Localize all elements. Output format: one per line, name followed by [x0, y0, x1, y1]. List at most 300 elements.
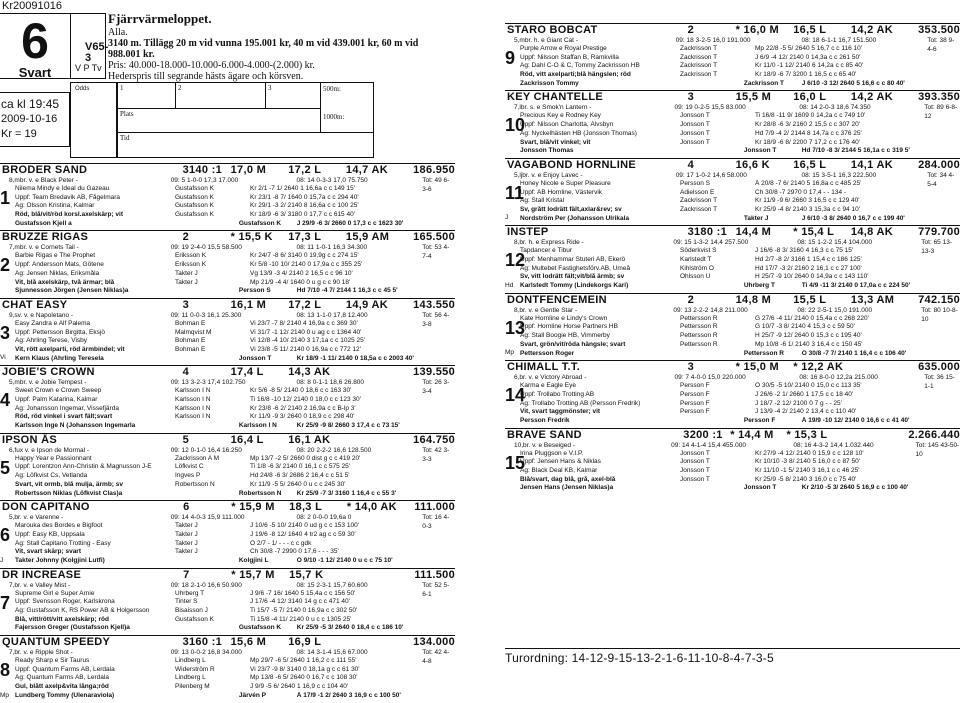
detail-driver: Takter J	[175, 530, 198, 538]
horse-stats-total: Tot: 42 4-4-8	[422, 649, 450, 666]
horse-record-3: 14,9 AK	[345, 298, 388, 311]
horse-record-3	[346, 366, 413, 378]
detail-driver: Persson F	[743, 416, 776, 424]
horse-entry	[0, 635, 455, 700]
horse-stats-09: 09: 19 0-2-5 15,5 83.000	[674, 104, 746, 112]
horse-stats-09: 09: 13 0-0-2 16,8 34.000	[170, 649, 242, 657]
detail-driver: Kihlström Ö	[680, 264, 714, 272]
pre-label: J	[0, 556, 4, 564]
horse-entry	[505, 225, 960, 290]
detail-result: Kr 25/9 -9 8/ 2660 3 17,4 c c 73 15'	[296, 422, 400, 430]
right-column	[505, 23, 960, 495]
post-position: 3	[0, 322, 11, 343]
horse-detail-line	[520, 450, 960, 459]
horse-detail-line	[520, 408, 960, 417]
detail-driver: Takter J	[175, 539, 198, 547]
detail-text: Röd, vitt axelparti;blå hängslen; röd	[520, 71, 631, 79]
horse-record-3: 14,2 AK	[850, 91, 893, 104]
horse-earnings: 139.550	[413, 366, 456, 379]
horse-stats-total: Tot: 16 4-0-3	[422, 514, 450, 531]
detail-driver: Pettersson R	[680, 314, 718, 322]
horse-detail-line	[520, 62, 960, 71]
horse-detail-line	[520, 391, 960, 400]
grid-plats: Plats	[120, 110, 134, 118]
detail-driver: Uhrberg T	[175, 589, 205, 597]
detail-text: Happy Year e Passionnant	[15, 454, 92, 462]
detail-driver: Bohman E	[175, 345, 206, 353]
detail-driver: Pilenberg M	[175, 683, 210, 691]
horse-earnings: 165.500	[413, 231, 456, 244]
detail-driver: Gustafsson K	[175, 211, 215, 219]
horse-detail-line	[15, 287, 455, 296]
horse-distance: 5	[182, 433, 190, 446]
detail-result: Kr 2/10 -5 3/ 2640 5 16,9 c c 100 40'	[801, 484, 909, 492]
horse-earnings: 353.500	[918, 24, 960, 36]
horse-record-1: 16,6 K	[735, 158, 770, 171]
detail-result: Kr 5/8 -10 10/ 2140 0 17,9a c c 355 25'	[250, 261, 363, 269]
race-date: 2009-10-16	[1, 113, 58, 125]
start-order: Turordning: 14-12-9-15-13-2-1-6-11-10-8-4-7-3-5	[505, 648, 960, 664]
detail-result: H 25/7 -9 10/ 2640 0 14,9a c c 143 110'	[755, 273, 869, 281]
horse-record-2: * 15,3 L	[786, 428, 828, 441]
horse-stats-08: 08: 22 2-5-1 15,0 191.000	[797, 306, 873, 314]
horse-record-1: * 14,4 M	[730, 428, 774, 441]
horse-distance: 2	[182, 231, 190, 244]
race-line: 3140 m. Tillägg 20 m vid vunna 195.001 kr, 40 m vid 439.001 kr, 60 m vid	[108, 38, 419, 49]
detail-text: Fajersson Greger (Gustafsson Kjell)a	[15, 624, 130, 632]
horse-stats-09: 09: 14 4-1-4 15,4 455.000	[671, 441, 746, 449]
detail-driver: Karlsson I N	[175, 413, 211, 421]
detail-text: Uppf: Quantum Farms AB, Lerdala	[15, 665, 115, 673]
detail-driver: Ohlsson U	[680, 273, 711, 281]
detail-driver: Järvén P	[238, 691, 266, 699]
detail-driver: Persson F	[680, 399, 710, 407]
detail-driver: Zackrisson T	[680, 62, 718, 70]
horse-record-3: 14,1 AK	[850, 158, 893, 171]
horse-record-2: 17,3 L	[288, 231, 322, 244]
horse-name: DON CAPITANO	[2, 501, 90, 514]
post-position: 15	[505, 452, 526, 473]
horse-record-1: 14,8 M	[735, 293, 772, 306]
detail-text: Svart, grön/vit/röda hängsle; svart	[520, 340, 626, 348]
detail-result: Ö 30/8 -7 7/ 2140 1 16,4 c c 106 40'	[801, 349, 907, 357]
horse-entry	[0, 163, 455, 228]
detail-driver: Malmqvist M	[175, 328, 212, 336]
detail-driver: Eriksson K	[175, 252, 207, 260]
horse-name: DONTFENCEMEIN	[507, 293, 607, 306]
detail-text: Uppf: Svensson Roger, Karlskrona	[15, 598, 115, 606]
horse-detail-line	[520, 400, 960, 409]
detail-result: Hd 2/7 -8 2/ 3166 1 15,4 c c 186 125'	[755, 256, 862, 263]
horse-earnings: 186.950	[413, 164, 456, 176]
detail-driver: Gustafsson K	[175, 185, 215, 192]
detail-result: Mp 10/8 -6 1/ 2140 3 16,4 c c 150 45'	[755, 340, 863, 348]
detail-driver: Bohman E	[175, 319, 206, 327]
detail-result: J 10/6 -5 10/ 2140 0 ud g c c 153 100'	[250, 522, 359, 530]
horse-detail-line	[520, 282, 960, 291]
detail-result: Kr 11/0 -1 12/ 2140 6 14,2a c c 85 40'	[755, 62, 864, 70]
horse-stats-total: Tot: 34 4-5-4	[927, 171, 955, 188]
post-position: 1	[0, 188, 11, 208]
horse-record-1: 17,0 M	[230, 164, 267, 176]
detail-result: J 17/6 -4 12/ 3140 14 g c c 471 40'	[250, 598, 350, 606]
horse-name: STARO BOBCAT	[507, 24, 598, 36]
race-line: 988.001 kr.	[108, 49, 155, 60]
detail-text: Honey Nicole e Super Pleasure	[520, 179, 611, 187]
horse-detail-line	[15, 463, 455, 472]
horse-stats-09: 09: 18 2-1-0 16,6 50.900	[170, 581, 242, 589]
grid-1000m: 1000m:	[323, 113, 345, 121]
horse-detail-line	[15, 607, 455, 616]
horse-record-2: 18,3 L	[289, 501, 323, 514]
detail-result: Kr 18/9 -6 3/ 3180 0 17,7 c c 615 40'	[250, 211, 355, 219]
horse-detail-line	[15, 598, 455, 607]
horse-earnings: 164.750	[413, 433, 456, 446]
horse-earnings: 111.000	[414, 501, 456, 514]
horse-stats-total: Tot: 49 6-3-6	[422, 177, 450, 193]
horse-detail-line	[520, 350, 960, 359]
horse-entry	[0, 500, 455, 565]
horse-detail-line	[520, 273, 960, 282]
detail-text: Uppf: Nilsson Staffan B, Ramkvilla	[520, 53, 619, 61]
horse-earnings: 111.500	[414, 568, 456, 581]
horse-detail-line	[15, 455, 455, 464]
horse-detail-line	[15, 261, 455, 270]
detail-result: Hd 17/7 -3 2/ 2160 2 16,1 c c 27 100'	[755, 264, 862, 272]
detail-driver: Jonsson T	[743, 484, 777, 492]
detail-text: Svart, blå/vit vinkel; vit	[520, 138, 591, 146]
grid-tid: Tid	[120, 134, 130, 142]
detail-result: J 9/9 -5 6/ 2640 1 16,9 c c 104 40'	[250, 683, 349, 691]
detail-result: Ti 4/9 -11 3/ 2140 0 17,0a c c 224 50'	[801, 282, 911, 290]
horse-entry	[0, 230, 455, 295]
detail-result: Ö 2/7 - 1/ - - - c c gdk	[250, 539, 312, 547]
race-info	[108, 12, 418, 82]
horse-stats-09: 09: 11 0-0-3 16,1 25.300	[170, 311, 242, 319]
detail-driver: Jonsson T	[680, 475, 710, 483]
post-position: 6	[0, 525, 11, 546]
detail-text: Äg: Trollabo Trotting AB (Persson Fredrik)	[520, 399, 641, 407]
horse-record-2: * 12,2 AK	[793, 361, 844, 374]
detail-result: J 19/6 -8 12/ 1640 4 tr2 ag c c 59 30'	[250, 530, 356, 538]
game-label: V65-3	[85, 41, 109, 64]
horse-stats-08: 08: 14 0-3-3 17,0 75.750	[296, 177, 368, 184]
detail-driver: Zackrisson T	[680, 197, 718, 205]
horse-distance: 2	[687, 24, 695, 36]
horse-stats-09: 09: 13 2-2-2 14,8 211.000	[673, 306, 748, 314]
horse-detail-line	[15, 329, 455, 338]
detail-driver: Karlsson I N	[175, 396, 211, 403]
horse-stats-total: Tot: 52 5-6-1	[422, 581, 450, 598]
detail-driver: Zackrisson T	[680, 205, 718, 213]
detail-text: Supreme Girl e Super Arnie	[15, 589, 95, 597]
horse-earnings: 284.000	[918, 158, 960, 171]
horse-stats-09: 09: 14 4-0-3 15,9 111.000	[170, 514, 245, 522]
horse-breed: 7,br. v. e Valley Mist -	[9, 581, 71, 589]
horse-stats-09: 09: 15 1-3-2 14,4 257.500	[673, 239, 749, 247]
horse-detail-line	[520, 341, 960, 350]
horse-earnings: 393.350	[918, 91, 960, 104]
detail-text: Lundberg Tommy (Ulenaraviola)	[15, 691, 115, 699]
horse-record-1: 16,1 M	[230, 298, 267, 311]
post-position: 5	[0, 457, 11, 478]
detail-result: J 6/10 -3 8/ 2640 0 16,7 c c 199 40'	[801, 214, 905, 222]
detail-driver: Jonsson T	[238, 354, 272, 362]
detail-result: Ti 16/8 -10 12/ 2140 0 18,0 c c 123 30'	[250, 396, 361, 403]
horse-distance: 3	[687, 91, 695, 104]
detail-driver: Pettersson R	[743, 349, 784, 357]
horse-detail-line	[520, 206, 960, 215]
horse-earnings: 143.550	[413, 298, 456, 311]
horse-detail-line	[15, 413, 455, 422]
horse-detail-line	[15, 472, 455, 481]
pre-label: Mp	[0, 691, 10, 699]
post-position: 10	[505, 115, 526, 136]
detail-result: Kr 25/9 -7 3/ 3160 1 16,4 c c 55 3'	[296, 489, 397, 497]
detail-result: Mp 13/8 -6 5/ 2640 0 16,7 c c 108 30'	[250, 674, 358, 682]
horse-name: INSTEP	[507, 226, 549, 239]
horse-stats-09: 09: 17 1-0-2 14,6 58.000	[675, 171, 747, 179]
horse-record-1: * 15,0 M	[735, 361, 779, 374]
detail-text: Äg: Quantum Farms AB, Lerdala	[15, 674, 109, 682]
post-position: 9	[505, 48, 516, 68]
detail-result: Kr 23/1 -8 7/ 1640 0 15,7a c c 294 40'	[250, 193, 359, 201]
detail-text: Zackrisson Tommy	[520, 79, 579, 87]
race-meta	[0, 92, 70, 147]
detail-text: Tapdancer e Tibur	[520, 247, 573, 255]
horse-detail-line	[15, 548, 455, 557]
detail-driver: Löfkvist C	[175, 463, 204, 471]
detail-result: Å 20/8 -7 6/ 2140 5 16,8a c c 485 25'	[755, 179, 862, 187]
detail-text: Vit, blå axelskärp, två ärmar; blå	[15, 278, 115, 286]
detail-text: Marouka des Bordes e Bigfoot	[15, 522, 103, 530]
detail-text: Uppf: Trollabo Trotting AB	[520, 390, 595, 398]
horse-record-2: 16,0 L	[793, 91, 827, 104]
detail-result: Hd 7/10 -8 3/ 2144 5 16,1a c c 319 5'	[801, 147, 910, 155]
horse-breed: 8,br. v. e Gentle Star -	[514, 306, 578, 314]
horse-record-2: * 15,4 L	[793, 226, 835, 239]
horse-stats-08: 08: 20 2-2-2 16,6 128.500	[296, 446, 372, 454]
detail-result: Kr 18/9 -6 8/ 2200 7 17,2 c c 176 40'	[755, 138, 860, 146]
detail-driver: Zackrisson T	[680, 71, 718, 79]
detail-result: Vi 12/8 -4 10/ 2140 3 17,1a c c 1025 25'	[250, 337, 365, 345]
detail-text: Äg: Dahl C-O & C, Tommy Zackrisson HB	[520, 62, 640, 70]
horse-record-1: 15,5 M	[735, 91, 772, 104]
horse-earnings: 635.000	[918, 361, 960, 374]
detail-text: Svart, vit ormb, blå mulja, ärmb; sv	[15, 480, 124, 488]
detail-result: Kr 5/6 -8 5/ 2140 0 18,6 c c 163 30'	[250, 387, 352, 395]
detail-driver: Pettersson R	[680, 340, 718, 348]
horse-record-2: 17,2 L	[288, 298, 322, 311]
horse-detail-line	[520, 71, 960, 80]
detail-driver: Bohman E	[175, 337, 206, 345]
horse-breed: 8,mbr. v. e Black Peter -	[9, 177, 78, 184]
horse-detail-line	[520, 467, 960, 476]
pre-label: J	[505, 214, 509, 222]
detail-text: Uppf: Palm Katarina, Kalmar	[15, 396, 98, 403]
detail-result: Vi 23/8 -5 11/ 2140 0 16,9a c c 772 12'	[250, 345, 361, 353]
horse-distance: 3180 :1	[687, 226, 728, 239]
horse-stats-total: Tot: 53 4-7-4	[422, 244, 450, 261]
horse-name: BRAVE SAND	[507, 428, 582, 441]
horse-detail-line	[15, 657, 455, 666]
grid-1: 1	[120, 84, 124, 92]
detail-driver: Bisaisson J	[175, 607, 208, 614]
detail-text: Sv, vitt lodrätt fält;vit/blå ärmb; sv	[520, 273, 625, 281]
horse-detail-line	[15, 692, 455, 701]
horse-breed: 8,br. h. e Express Ride -	[514, 239, 584, 247]
detail-driver: Jonsson T	[680, 467, 710, 474]
horse-record-3: * 14,0 AK	[346, 501, 397, 514]
horse-breed: 5,br. v. e Varenne -	[9, 514, 64, 522]
detail-text: Röd, röd vinkel i svart fält;svart	[15, 413, 113, 421]
horse-stats-total: Tot: 80 10-8-10	[921, 306, 958, 323]
detail-text: Äg: Johansson Ingemar, Vissefjärda	[15, 404, 119, 412]
horse-stats-09: 09: 19 2-4-0 15,5 58.500	[170, 244, 242, 252]
detail-text: Äg: Multebet Fastighetsförv.AB, Umeå	[520, 264, 631, 272]
horse-earnings: 779.700	[918, 226, 960, 239]
detail-result: J 26/6 -2 1/ 2660 1 17,5 c c 18 40'	[755, 390, 854, 398]
horse-name: CHIMALL T.T.	[507, 361, 581, 374]
detail-driver: Karlsson I N	[175, 404, 211, 412]
detail-result: Kr 23/8 -6 2/ 2140 2 16,9a c c B-lp 3'	[250, 404, 356, 412]
horse-earnings: 134.000	[413, 636, 456, 649]
horse-earnings: 2.266.440	[908, 428, 960, 441]
horse-stats-08: 08: 16 8-0-0 12,2a 215.000	[799, 374, 878, 382]
horse-detail-line	[520, 484, 960, 493]
detail-result: Å 17/9 -1 2/ 2640 3 16,9 c c 100 50'	[296, 691, 401, 699]
detail-text: Sv, grått lodrätt fält,axlar&rev; sv	[520, 205, 622, 213]
detail-driver: Takter J	[743, 214, 769, 222]
track-code: Kr = 19	[1, 128, 37, 140]
detail-result: Kr 10/10 -3 8/ 2140 5 16,0 c c 87 50'	[755, 458, 860, 466]
horse-stats-09: 09: 13 3-2-3 17,4 102.750	[170, 379, 246, 387]
horse-record-1: * 15,7 M	[231, 568, 275, 581]
horse-record-1: 14,4 M	[735, 226, 772, 239]
detail-text: Jensen Hans (Jensen Niklas)a	[520, 484, 614, 492]
horse-detail-line	[520, 315, 960, 324]
detail-driver: Persson F	[680, 382, 710, 390]
race-title: Fjärrvärmeloppet.	[108, 11, 212, 26]
horse-stats-total: Tot: 65 13-13-3	[921, 239, 952, 256]
grid-2: 2	[178, 84, 182, 92]
horse-name: IPSON ÅS	[2, 433, 57, 446]
detail-text: Kate Hornline e Lindy's Crown	[520, 314, 608, 322]
detail-text: Äg: Jensen Niklas, Eriksmåla	[15, 269, 100, 277]
grid-500m: 500m:	[323, 85, 341, 93]
detail-text: Uppf: Team Bredavik AB, Fågelmara	[15, 193, 121, 201]
detail-driver: Gustafsson K	[175, 193, 215, 201]
detail-result: Kr 28/8 -6 3/ 2160 2 15,5 c c 307 20'	[755, 121, 860, 129]
detail-result: Ch 30/8 -7 2970 0 17,4 - - 134 -	[755, 188, 847, 196]
detail-result: Ti 15/7 -5 7/ 2140 0 16,9a c c 302 50'	[250, 607, 358, 614]
horse-stats-08: 08: 18 6-1-1 16,7 151.500	[801, 37, 877, 44]
race-type: Svart	[18, 65, 52, 80]
post-position: 13	[505, 317, 526, 338]
horse-stats-08: 08: 2 0-0-0 19,6a 0	[296, 514, 352, 522]
horse-detail-line	[520, 139, 960, 148]
detail-driver: Söderkvist S	[680, 247, 717, 255]
horse-detail-line	[15, 279, 455, 288]
detail-text: Äg: Löfkvist Cs, Vetlanda	[15, 472, 88, 480]
horse-breed: 6,br. v. e Victory Abroad -	[514, 374, 587, 382]
horse-distance: 2	[687, 293, 695, 306]
horse-record-2: 15,7 K	[289, 568, 324, 581]
detail-driver: Jonsson T	[680, 138, 710, 146]
horse-entry	[505, 158, 960, 223]
horse-stats-08: 08: 13 1-1-0 17,8 12.400	[296, 311, 368, 319]
horse-record-2: 14,3 AK	[288, 366, 331, 379]
horse-detail-line	[15, 252, 455, 261]
horse-detail-line	[15, 387, 455, 396]
post-position: 11	[505, 182, 525, 203]
horse-detail-line	[520, 112, 960, 121]
race-time: ca kl 19:45	[1, 97, 60, 111]
horse-stats-total: Tot: 36 15-1-1	[924, 374, 955, 391]
detail-result: Kr 18/9 -1 11/ 2140 0 18,5a c c 2003 40'	[296, 354, 414, 362]
detail-text: Äg: Stall Boogie HB, Vimmerby	[520, 332, 610, 340]
horse-breed: 7,lbr. s. e Smok'n Lantern -	[514, 104, 592, 112]
detail-driver: Gustafsson K	[238, 219, 282, 227]
horse-detail-line	[15, 396, 455, 405]
detail-result: Kr 24/7 -8 6/ 3140 0 19,9g c c 274 15'	[250, 252, 359, 260]
detail-driver: Pettersson R	[680, 332, 718, 340]
horse-stats-total: Tot: 56 4-3-8	[422, 311, 450, 328]
detail-result: Vi 23/7 -7 8/ 2140 4 16,9a c c 369 30'	[250, 319, 358, 327]
horse-detail-line	[15, 185, 455, 194]
detail-result: Hd 24/8 -6 3/ 2686 2 16,4 c c 51 5'	[250, 472, 350, 480]
horse-record-1: 17,4 L	[230, 366, 264, 379]
detail-driver: Pettersson R	[680, 323, 718, 331]
left-column	[0, 163, 455, 703]
horse-stats-08: 08: 15 3-5-1 16,3 222.500	[801, 171, 877, 179]
detail-result: Kr 29/1 -3 2/ 2140 8 16,6a c c 100 25'	[250, 202, 359, 210]
horse-distance: 3140 :1	[182, 164, 223, 176]
horse-detail-line	[15, 270, 455, 279]
horse-record-3: 14,2 AK	[850, 24, 893, 36]
detail-driver: Gustafsson K	[175, 615, 215, 623]
detail-driver: Uhrberg T	[743, 282, 775, 290]
horse-distance: 6	[183, 501, 190, 514]
horse-breed: 10,br. v. e Beseiged -	[514, 441, 575, 449]
horse-detail-line	[15, 320, 455, 329]
detail-text: Gustafsson Kjell a	[15, 219, 72, 227]
detail-result: Mp 13/7 -2 5/ 2660 0 dist g c c 419 20'	[250, 454, 361, 462]
horse-detail-line	[520, 476, 960, 485]
detail-text: Uppf: Jensen Hans & Niklas	[520, 458, 601, 466]
horse-distance: 3	[687, 361, 695, 374]
detail-result: J 29/9 -6 3/ 2660 0 17,3 c c 1623 30'	[296, 219, 404, 227]
detail-driver: Zackrisson T	[680, 45, 718, 52]
horse-detail-line	[15, 666, 455, 675]
detail-result: Kr 18/9 -6 7/ 3200 1 16,5 c c 65 40'	[755, 71, 857, 79]
post-position: 8	[0, 660, 11, 681]
horse-name: JOBIE'S CROWN	[2, 366, 95, 379]
race-line: Hederspris till segrande hästs ägare och körsven.	[108, 71, 304, 82]
detail-result: Kr 25/9 -5 3/ 2640 0 18,4 c c 186 10'	[296, 624, 404, 632]
horse-record-1: 15,6 M	[230, 636, 267, 649]
detail-text: Easy Zandra e Alf Palema	[15, 319, 91, 327]
detail-text: Ready Sharp e Sir Taurus	[15, 657, 90, 665]
horse-name: BRODER SAND	[2, 164, 88, 176]
detail-text: Kern Klaus (Ahrling Teresela	[15, 354, 104, 362]
horse-record-2: 16,9 L	[288, 636, 322, 649]
horse-detail-line	[520, 256, 960, 265]
detail-driver: Tinter S	[175, 598, 198, 606]
detail-text: Irina Pluggson e V.I.P.	[520, 449, 584, 457]
detail-result: J 18/7 -2 12/ 2100 0 7 g - - 25'	[755, 399, 842, 407]
horse-record-2: 16,5 L	[793, 24, 827, 36]
